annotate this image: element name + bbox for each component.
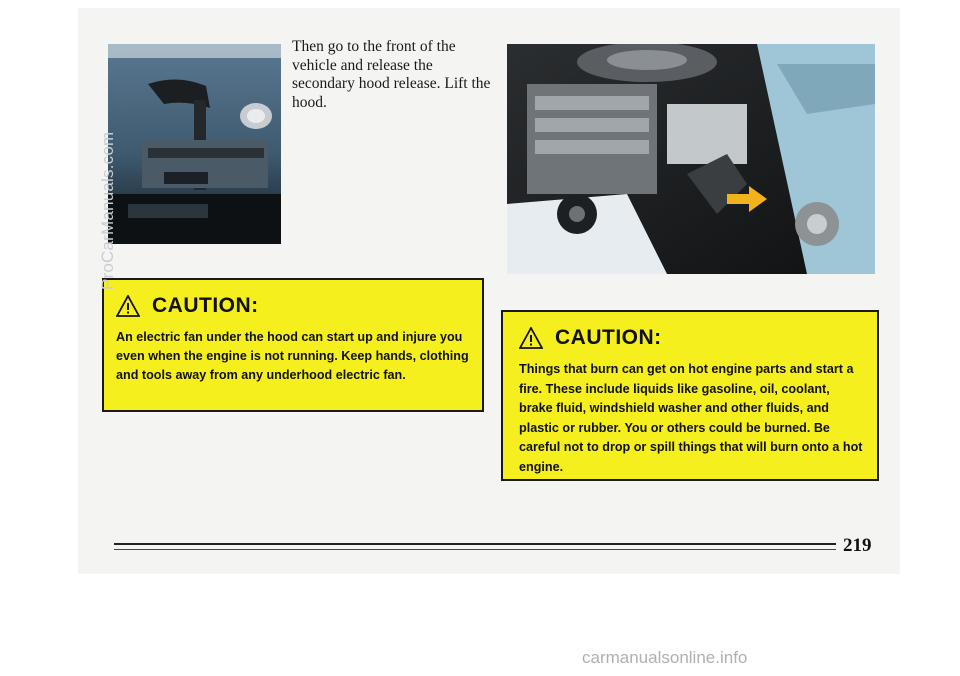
caution-heading — [519, 326, 863, 350]
warning-triangle-icon — [519, 327, 543, 349]
caution-text: An electric fan under the hood can start up and injure you even when the engine is not running. Keep hands, clothing and tools away from any underhood electric fan. — [116, 330, 469, 382]
bottom-watermark: carmanualsonline.info — [582, 648, 748, 667]
side-watermark: ProCarManuals.com — [98, 131, 117, 290]
caution-heading-text: CAUTION: — [152, 294, 259, 317]
engine-compartment-photo — [507, 44, 875, 274]
footer-rule-top — [114, 543, 836, 545]
caution-box-fire — [501, 310, 879, 481]
arrow-right-icon — [727, 184, 767, 214]
hood-release-photo — [108, 44, 281, 244]
warning-triangle-icon — [116, 295, 140, 317]
page-number: 219 — [843, 535, 872, 556]
caution-text: Things that burn can get on hot engine parts and start a fire. These include liquids like gasoline, oil, coolant, brake fluid, windshield washer and other fluids, and plastic or rubber. You or others could be burned. Be careful not to drop or spill things that will burn onto a hot engine. — [519, 362, 863, 474]
footer-rule-bottom — [114, 549, 836, 550]
caution-heading-text: CAUTION: — [555, 326, 662, 349]
caution-box-fan — [102, 278, 484, 412]
caution-heading — [116, 294, 470, 318]
intro-paragraph: Then go to the front of the vehicle and release the secondary hood release. Lift the hood. — [292, 38, 491, 111]
